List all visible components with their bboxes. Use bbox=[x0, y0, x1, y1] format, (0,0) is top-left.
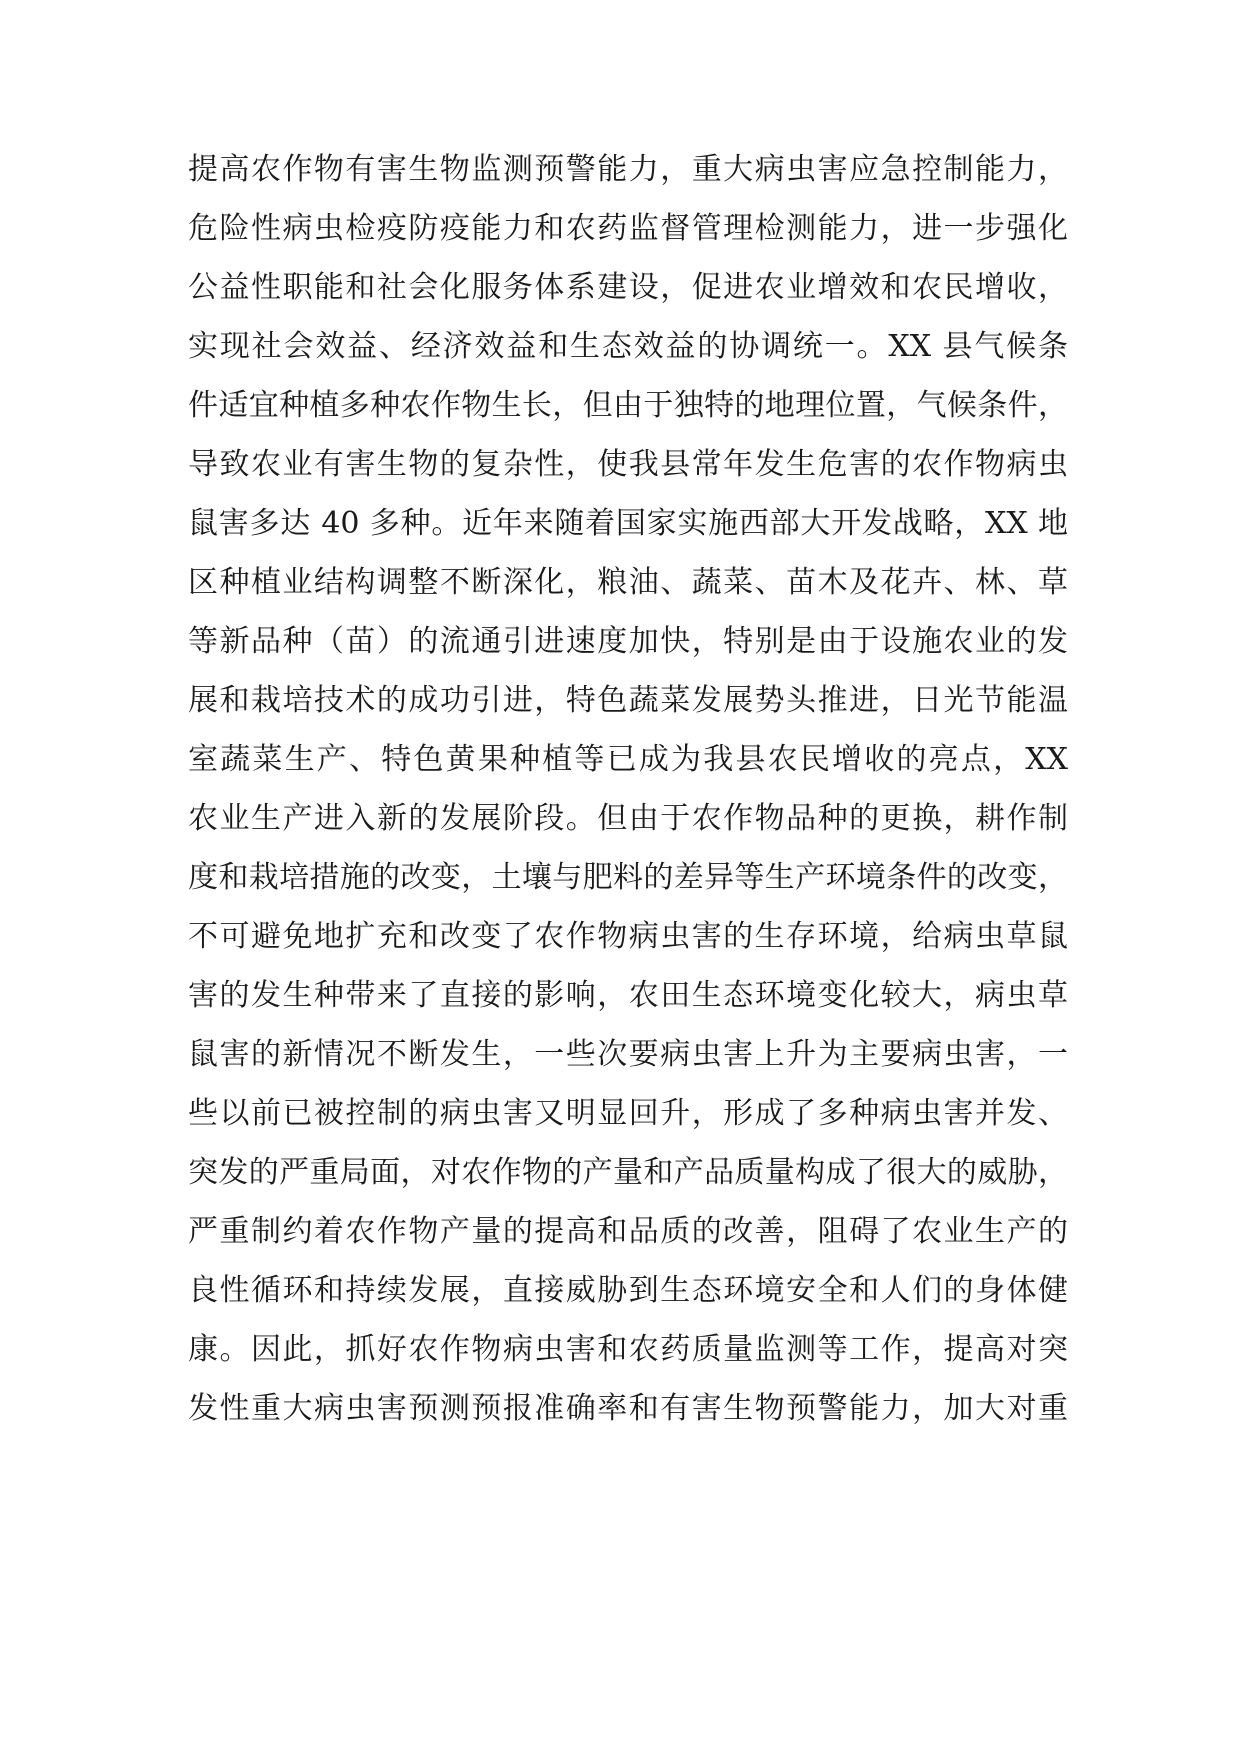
text-line: 鼠害多达 40 多种。近年来随着国家实施西部大开发战略，XX 地 bbox=[188, 506, 1068, 541]
text-line: 度和栽培措施的改变，土壤与肥料的差异等生产环境条件的改变， bbox=[188, 860, 1068, 895]
text-line: 等新品种（苗）的流通引进速度加快，特别是由于设施农业的发 bbox=[188, 624, 1068, 659]
text-line: 不可避免地扩充和改变了农作物病虫害的生存环境，给病虫草鼠 bbox=[188, 919, 1068, 954]
body-paragraph bbox=[188, 140, 1068, 1438]
text-line: 发性重大病虫害预测预报准确率和有害生物预警能力，加大对重 bbox=[188, 1391, 1068, 1426]
text-line: 农业生产进入新的发展阶段。但由于农作物品种的更换，耕作制 bbox=[188, 801, 1068, 836]
text-line: 康。因此，抓好农作物病虫害和农药质量监测等工作，提高对突 bbox=[188, 1332, 1068, 1367]
text-line: 提高农作物有害生物监测预警能力，重大病虫害应急控制能力， bbox=[188, 152, 1068, 187]
text-line: 导致农业有害生物的复杂性，使我县常年发生危害的农作物病虫 bbox=[188, 447, 1068, 482]
text-line: 些以前已被控制的病虫害又明显回升，形成了多种病虫害并发、 bbox=[188, 1096, 1068, 1131]
text-line: 室蔬菜生产、特色黄果种植等已成为我县农民增收的亮点，XX bbox=[188, 742, 1068, 777]
text-line: 严重制约着农作物产量的提高和品质的改善，阻碍了农业生产的 bbox=[188, 1214, 1068, 1249]
text-line: 区种植业结构调整不断深化，粮油、蔬菜、苗木及花卉、林、草 bbox=[188, 565, 1068, 600]
text-line: 实现社会效益、经济效益和生态效益的协调统一。XX 县气候条 bbox=[188, 329, 1068, 364]
text-line: 鼠害的新情况不断发生，一些次要病虫害上升为主要病虫害，一 bbox=[188, 1037, 1068, 1072]
text-line: 良性循环和持续发展，直接威胁到生态环境安全和人们的身体健 bbox=[188, 1273, 1068, 1308]
text-line: 害的发生种带来了直接的影响，农田生态环境变化较大，病虫草 bbox=[188, 978, 1068, 1013]
text-line: 危险性病虫检疫防疫能力和农药监督管理检测能力，进一步强化 bbox=[188, 211, 1068, 246]
text-line: 件适宜种植多种农作物生长，但由于独特的地理位置，气候条件， bbox=[188, 388, 1068, 423]
text-line: 公益性职能和社会化服务体系建设，促进农业增效和农民增收， bbox=[188, 270, 1068, 305]
text-line: 展和栽培技术的成功引进，特色蔬菜发展势头推进，日光节能温 bbox=[188, 683, 1068, 718]
text-line: 突发的严重局面，对农作物的产量和产品质量构成了很大的威胁， bbox=[188, 1155, 1068, 1190]
